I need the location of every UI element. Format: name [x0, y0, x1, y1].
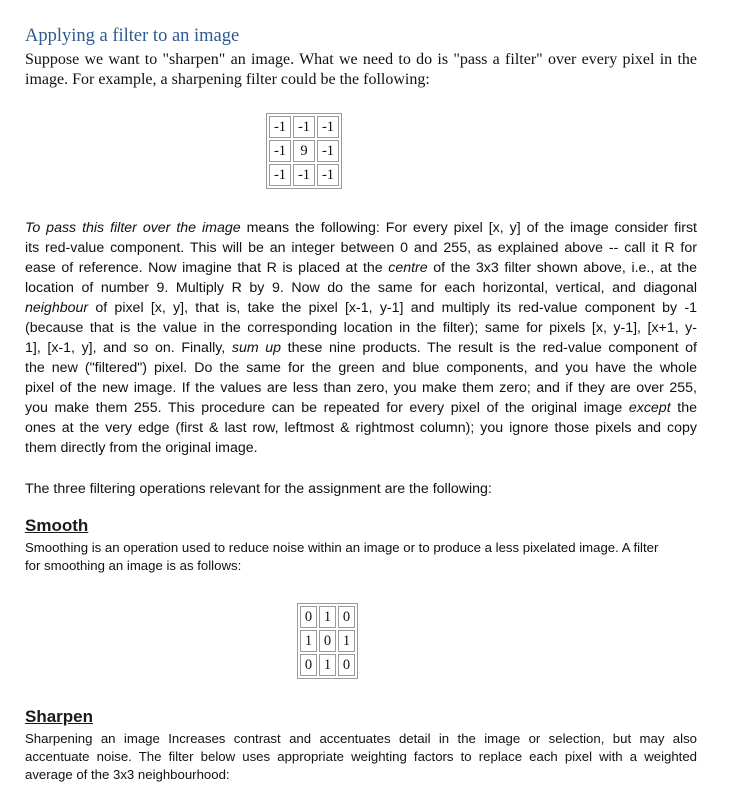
- matrix-cell: 1: [319, 654, 336, 676]
- explanation-line: [25, 258, 697, 278]
- sharpen-description-line-2: accentuate noise. The filter below uses appropriate weighting factors to replace each pixel with a weighted: [25, 749, 697, 764]
- matrix-cell: 0: [300, 606, 317, 628]
- matrix-cell: -1: [317, 116, 339, 138]
- explanation-line: ones at the very edge (first & last row, leftmost & rightmost column); you ignore those pixels and copy: [25, 420, 697, 436]
- matrix-cell: -1: [317, 140, 339, 162]
- explanation-line: location of number 9. Multiply R by 9. Now do the same for each horizontal, vertical, and diagonal: [25, 280, 697, 296]
- matrix-cell: -1: [269, 164, 291, 186]
- emphasis: neighbour: [25, 300, 89, 316]
- matrix-cell: 0: [338, 606, 355, 628]
- explanation-line: the new ("filtered") pixel. Do the same for the green and blue components, and you have the whole: [25, 360, 697, 376]
- matrix-row: [269, 164, 339, 186]
- matrix-cell: -1: [269, 116, 291, 138]
- sharpen-description-line-1: Sharpening an image Increases contrast and accentuates detail in the image or selection, but may also: [25, 731, 697, 746]
- operations-intro: The three filtering operations relevant for the assignment are the following:: [25, 481, 492, 497]
- smooth-filter-matrix: [297, 603, 358, 679]
- explanation-line: (because that is the value in the corresponding location in the filter); same for pixels [x, y-1], [x+1, y-: [25, 320, 697, 336]
- matrix-row: [300, 654, 355, 676]
- text-run: the: [670, 400, 697, 416]
- matrix-row: [300, 630, 355, 652]
- matrix-cell: 1: [338, 630, 355, 652]
- matrix-row: [269, 116, 339, 138]
- section-title: Applying a filter to an image: [25, 26, 240, 46]
- text-run: of the 3x3 filter shown above, i.e., at the: [427, 260, 697, 276]
- explanation-line: [25, 218, 697, 238]
- matrix-cell: 0: [300, 654, 317, 676]
- matrix-cell: -1: [293, 164, 315, 186]
- explanation-line: its red-value component. This will be an integer between 0 and 255, as explained above -- call it R for: [25, 240, 697, 256]
- matrix-cell: 9: [293, 140, 315, 162]
- matrix-cell: -1: [317, 164, 339, 186]
- explanation-line: them directly from the original image.: [25, 440, 258, 456]
- emphasis: To pass this filter over the image: [25, 220, 241, 236]
- sharpen-description-line-3: average of the 3x3 neighbourhood:: [25, 767, 230, 782]
- matrix-cell: 1: [319, 606, 336, 628]
- explanation-line: [25, 338, 697, 358]
- smooth-description-line-2: for smoothing an image is as follows:: [25, 558, 242, 573]
- matrix-row: [300, 606, 355, 628]
- intro-line-2: image. For example, a sharpening filter could be the following:: [25, 71, 430, 88]
- explanation-line: pixel of the new image. If the values are less than zero, you make them zero; and if they are over 255,: [25, 380, 697, 396]
- emphasis: centre: [388, 260, 428, 276]
- matrix-cell: -1: [269, 140, 291, 162]
- text-run: means the following: For every pixel [x, y] of the image consider first: [240, 220, 697, 236]
- text-run: you make them 255. This procedure can be repeated for every pixel of the original image: [25, 400, 629, 416]
- smooth-description-line-1: Smoothing is an operation used to reduce noise within an image or to produce a less pixelated image. A filter: [25, 540, 659, 555]
- text-run: these nine products. The result is the red-value component of: [281, 340, 697, 356]
- emphasis: sum up: [231, 340, 282, 356]
- intro-line-1: Suppose we want to "sharpen" an image. What we need to do is "pass a filter" over every pixel in the: [25, 51, 697, 68]
- explanation-line: [25, 298, 697, 318]
- matrix-cell: 1: [300, 630, 317, 652]
- matrix-cell: -1: [293, 116, 315, 138]
- text-run: of pixel [x, y], that is, take the pixel [x-1, y-1] and multiply its red-value component by -1: [88, 300, 697, 316]
- sharpen-filter-matrix: [266, 113, 342, 189]
- explanation-line: [25, 398, 697, 418]
- text-run: ease of reference. Now imagine that R is placed at the: [25, 260, 389, 276]
- smooth-heading: Smooth: [25, 516, 89, 535]
- emphasis: except: [628, 400, 671, 416]
- matrix-row: [269, 140, 339, 162]
- text-run: 1], [x-1, y], and so on. Finally,: [25, 340, 232, 356]
- matrix-cell: 0: [319, 630, 336, 652]
- matrix-cell: 0: [338, 654, 355, 676]
- sharpen-heading: Sharpen: [25, 707, 94, 726]
